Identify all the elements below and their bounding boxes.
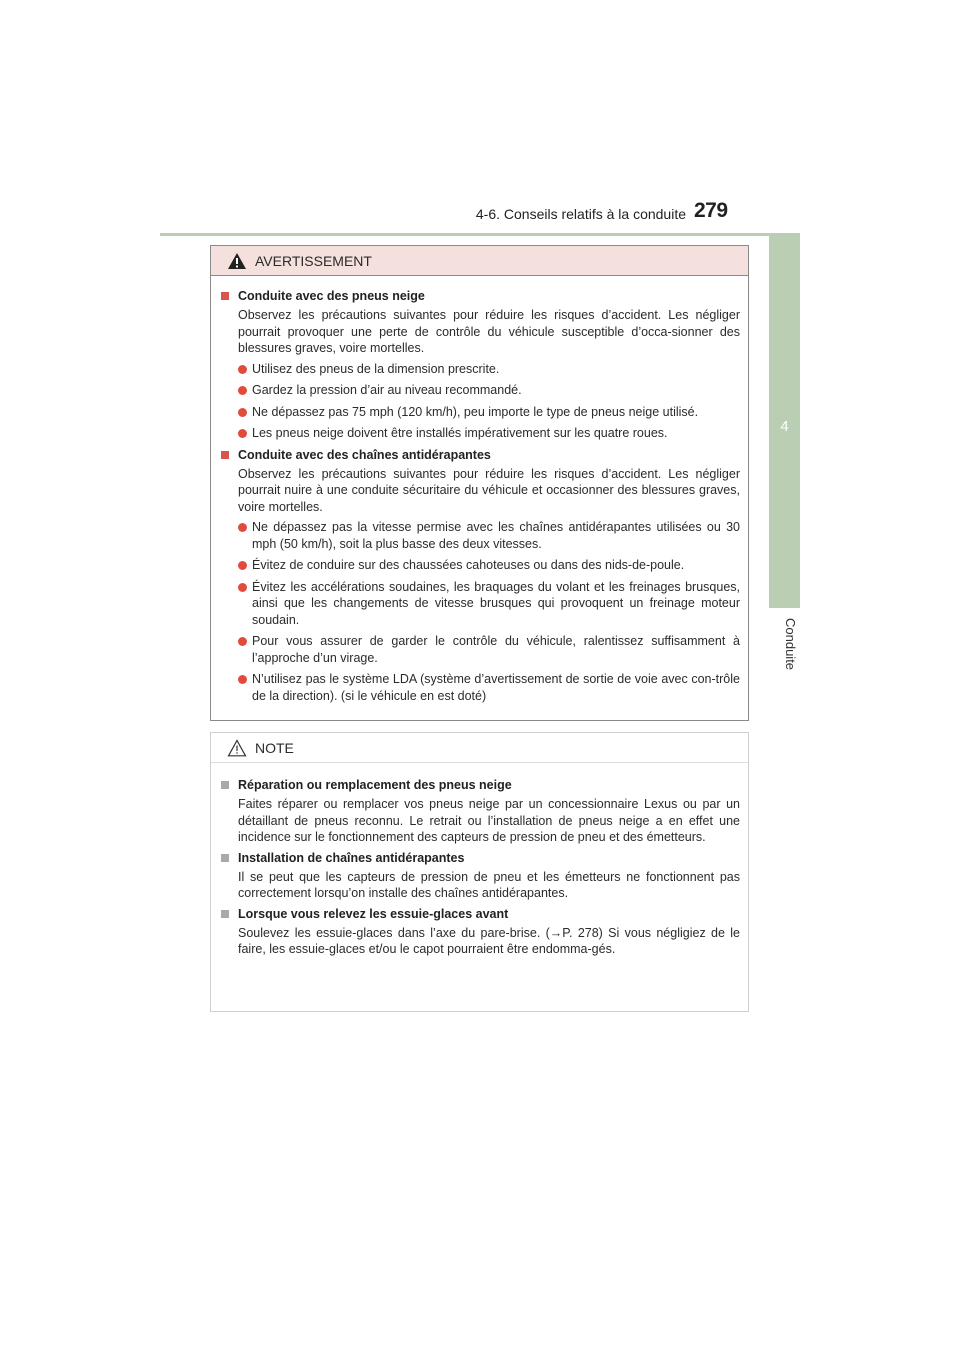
section-title: Lorsque vous relevez les essuie-glaces avant [219,906,740,922]
note-header [211,733,748,763]
square-bullet-icon [221,292,229,300]
page-header-title: 4-6. Conseils relatifs à la conduite [475,206,686,222]
note-body [211,763,748,958]
note-title: NOTE [255,739,294,756]
round-bullet-icon [238,675,247,684]
caution-triangle-outline-icon [227,739,247,757]
page-number: 279 [694,199,728,222]
round-bullet-icon [238,583,247,592]
chapter-number: 4 [780,418,789,435]
list-item: Évitez les accélérations soudaines, les braquages du volant et les freinages brusques, ainsi que les changements de vitesse brusques qui provoquent un freinage moteur soudain. [219,579,740,629]
list-item: Ne dépassez pas 75 mph (120 km/h), peu importe le type de pneus neige utilisé. [219,404,740,421]
section-title: Conduite avec des pneus neige [219,288,740,304]
square-bullet-icon [221,910,229,918]
list-item: Évitez de conduire sur des chaussées cahoteuses ou dans des nids-de-poule. [219,557,740,574]
warning-header [211,246,748,276]
header-rule [160,233,800,236]
square-bullet-icon [221,854,229,862]
list-item: Ne dépassez pas la vitesse permise avec les chaînes antidérapantes utilisées ou 30 mph (50 km/h), soit la plus basse des deux vitesses. [219,519,740,552]
section-title: Installation de chaînes antidérapantes [219,850,740,866]
note-panel [210,732,749,1012]
round-bullet-icon [238,365,247,374]
round-bullet-icon [238,429,247,438]
round-bullet-icon [238,637,247,646]
list-item: Gardez la pression d’air au niveau recommandé. [219,382,740,399]
list-item: Les pneus neige doivent être installés impérativement sur les quatre roues. [219,425,740,442]
warning-triangle-icon [227,252,247,270]
warning-panel [210,245,749,721]
chapter-side-label: Conduite [783,618,798,671]
section-paragraph: Observez les précautions suivantes pour réduire les risques d’accident. Les négliger pourrait nuire à une conduite sécuritaire du véhicule et occasionner des blessures graves, voire mortelles. [238,466,740,514]
list-item: Pour vous assurer de garder le contrôle du véhicule, ralentissez suffisamment à l’approche d’un virage. [219,633,740,666]
warning-body [211,276,748,704]
square-bullet-icon [221,781,229,789]
list-item: N’utilisez pas le système LDA (système d’avertissement de sortie de voie avec con-trôle de la direction). (si le véhicule en est doté) [219,671,740,704]
section-paragraph: Il se peut que les capteurs de pression de pneu et les émetteurs ne fonctionnent pas correctement lorsqu’on installe des chaînes antidérapantes. [238,869,740,900]
section-paragraph: Faites réparer ou remplacer vos pneus neige par un concessionnaire Lexus ou par un détaillant de pneus reconnu. Le retrait ou l’installation de pneus neige a en effet une incidence sur le fonctionnement des capteurs de pression de pneu et des émetteurs. [238,797,740,844]
section-title: Conduite avec des chaînes antidérapantes [219,447,740,463]
square-bullet-icon [221,451,229,459]
round-bullet-icon [238,523,247,532]
round-bullet-icon [238,561,247,570]
list-item: Utilisez des pneus de la dimension prescrite. [219,361,740,378]
section-paragraph: Soulevez les essuie-glaces dans l’axe du pare-brise. (→P. 278) Si vous négligiez de le faire, les essuie-glaces et/ou le capot pourraient être endomma-gés. [238,925,740,956]
warning-title: AVERTISSEMENT [255,252,372,269]
section-paragraph: Observez les précautions suivantes pour réduire les risques d’accident. Les négliger pourrait provoquer une perte de contrôle du véhicule susceptible d’occa-sionner des blessures graves, voire mortelles. [238,308,740,355]
section-title: Réparation ou remplacement des pneus neige [219,777,740,793]
chapter-side-tab [769,236,800,608]
round-bullet-icon [238,386,247,395]
round-bullet-icon [238,408,247,417]
